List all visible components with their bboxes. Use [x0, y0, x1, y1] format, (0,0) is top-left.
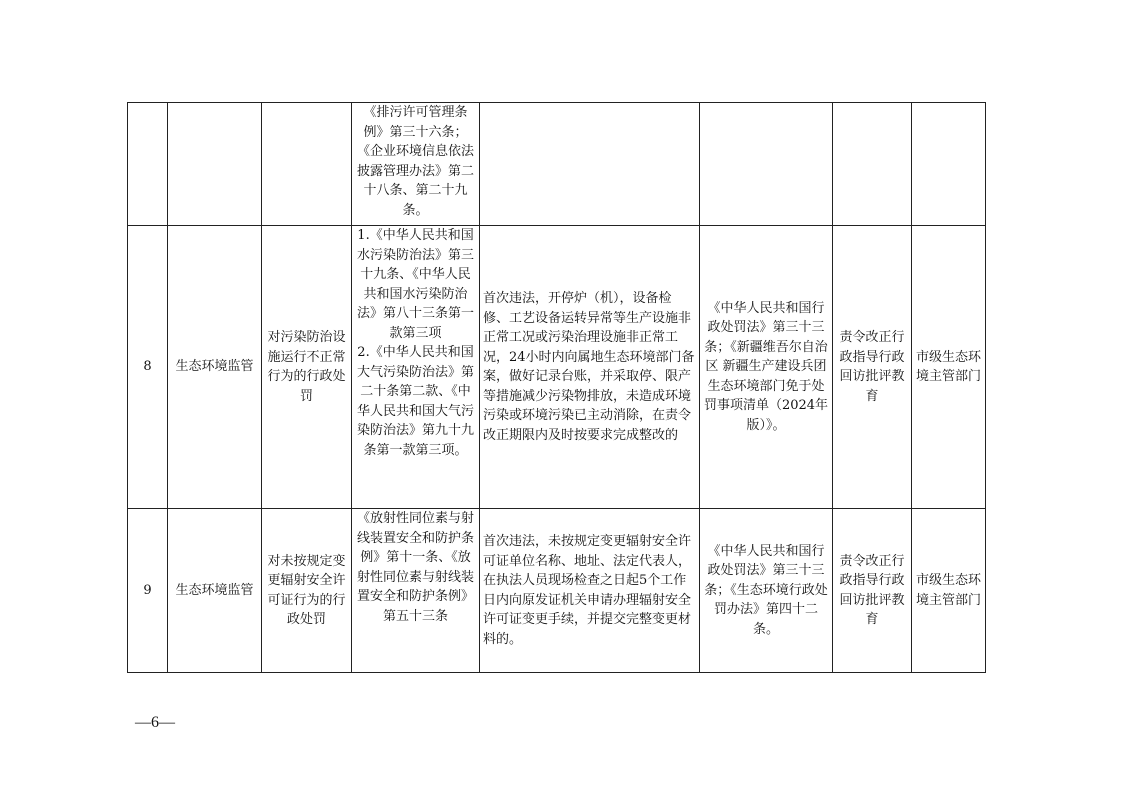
cell-condition: 首次违法，未按规定变更辐射安全许可证单位名称、地址、法定代表人，在执法人员现场检查之日起5个工作日内向原发证机关申请办理辐射安全许可证变更手续，并提交完整变更材料的。 [480, 509, 700, 673]
cell-item: 对未按规定变更辐射安全许可证行为的行政处罚 [262, 509, 352, 673]
cell-no: 9 [128, 509, 168, 673]
cell-no [128, 103, 168, 226]
table-row [128, 226, 986, 509]
cell-basis: 《放射性同位素与射线装置安全和防护条例》第十一条、《放射性同位素与射线装置安全和防护条例》第五十三条 [352, 509, 480, 673]
cell-basis: 1.《中华人民共和国水污染防治法》第三十九条、《中华人民共和国水污染防治法》第八十三条第一款第三项 2.《中华人民共和国大气污染防治法》第二十条第二款、《中华人民共和国大气污染防治法》第九十九条第一款第三项。 [352, 226, 480, 509]
table-row [128, 509, 986, 673]
cell-dept: 市级生态环境主管部门 [912, 509, 986, 673]
cell-measure: 责令改正行政指导行政回访批评教育 [833, 226, 912, 509]
cell-law [700, 103, 833, 226]
cell-measure [833, 103, 912, 226]
cell-category: 生态环境监管 [168, 509, 262, 673]
cell-dept: 市级生态环境主管部门 [912, 226, 986, 509]
cell-no: 8 [128, 226, 168, 509]
cell-law: 《中华人民共和国行政处罚法》第三十三条；《生态环境行政处罚办法》第四十二条。 [700, 509, 833, 673]
page-number: —6— [135, 714, 175, 731]
cell-basis: 《排污许可管理条例》第三十六条；《企业环境信息依法披露管理办法》第二十八条、第二十九条。 [352, 103, 480, 226]
cell-measure: 责令改正行政指导行政回访批评教育 [833, 509, 912, 673]
cell-law: 《中华人民共和国行政处罚法》第三十三条；《新疆维吾尔自治区 新疆生产建设兵团生态环境部门免于处罚事项清单（2024年版）》。 [700, 226, 833, 509]
cell-category [168, 103, 262, 226]
cell-category: 生态环境监管 [168, 226, 262, 509]
cell-item [262, 103, 352, 226]
cell-dept [912, 103, 986, 226]
exemption-table [127, 102, 986, 673]
cell-item: 对污染防治设施运行不正常行为的行政处罚 [262, 226, 352, 509]
cell-condition [480, 103, 700, 226]
cell-condition: 首次违法，开停炉（机），设备检修、工艺设备运转异常等生产设施非正常工况或污染治理设施非正常工况，24小时内向属地生态环境部门备案，做好记录台账，并采取停、限产等措施减少污染物排放，未造成环境污染或环境污染已主动消除，在责令改正期限内及时按要求完成整改的 [480, 226, 700, 509]
table-row [128, 103, 986, 226]
